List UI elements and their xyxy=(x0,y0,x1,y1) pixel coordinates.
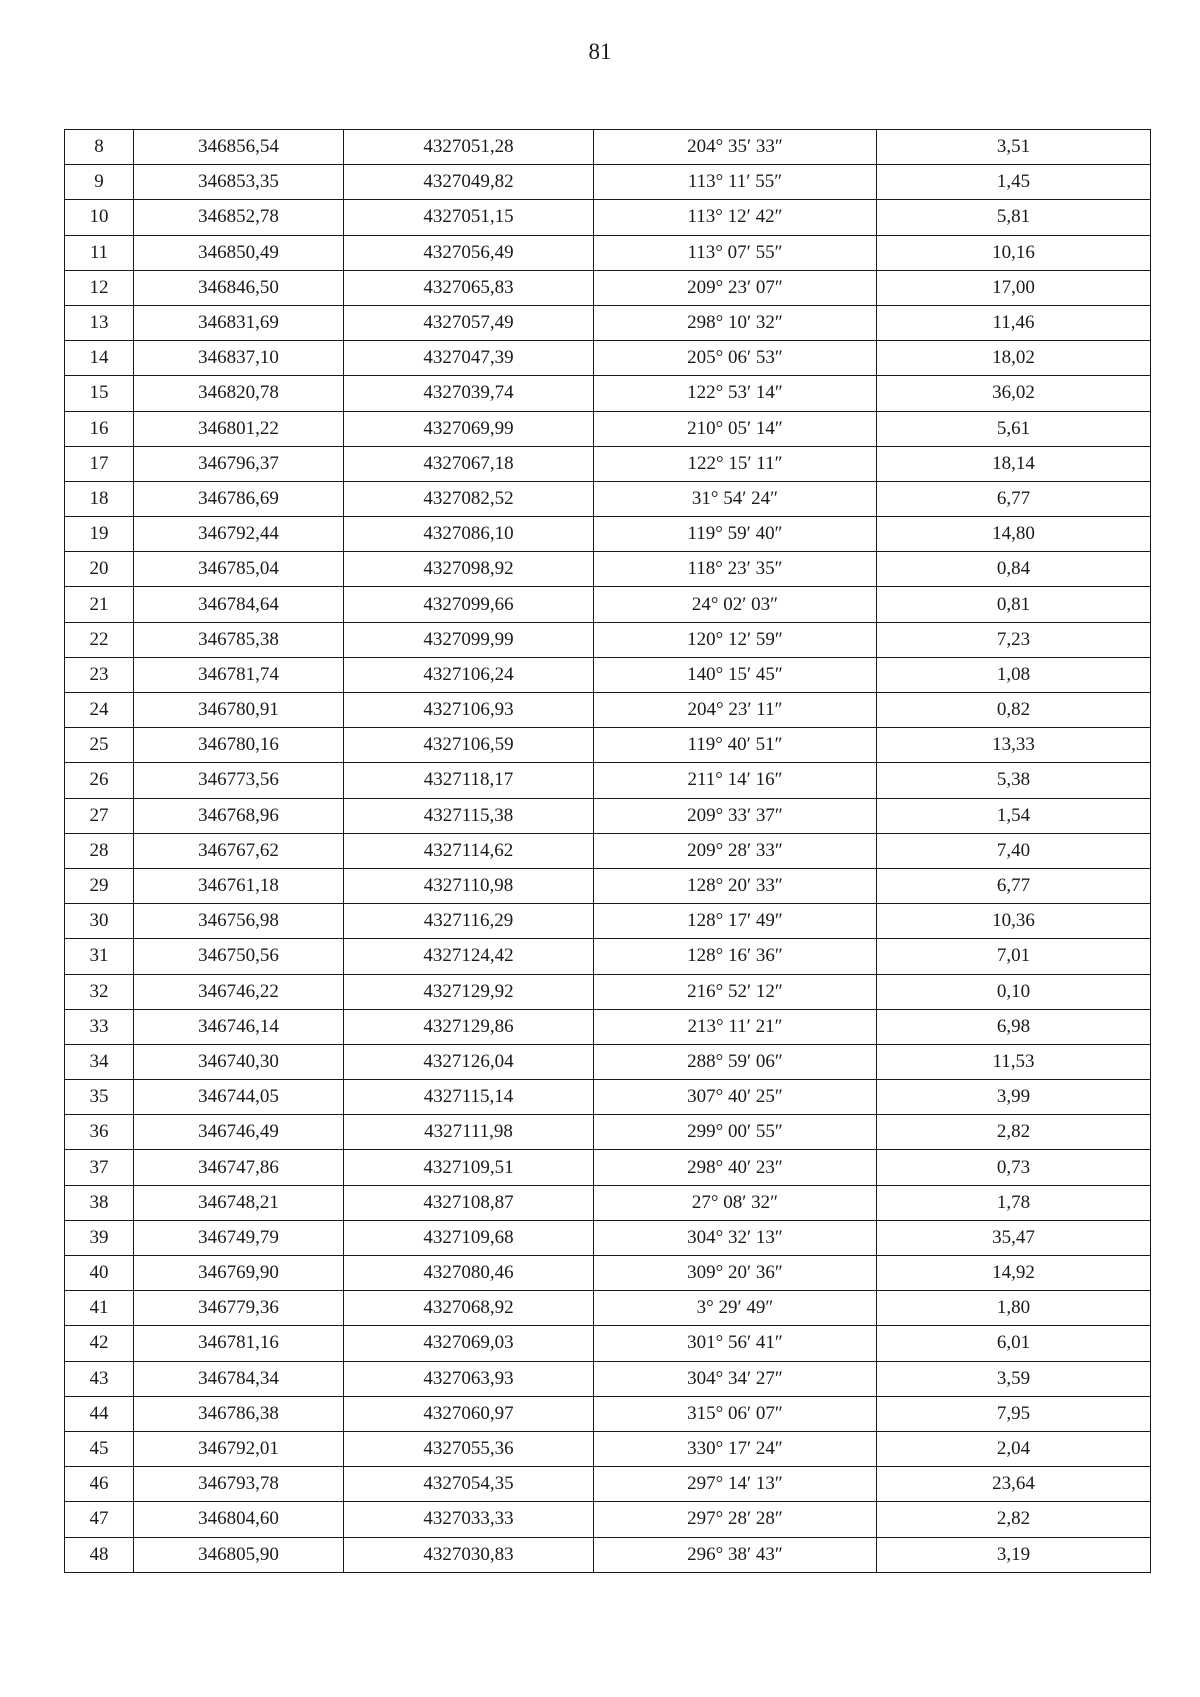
point-number-cell: 32 xyxy=(65,974,134,1009)
direction-angle-cell: 113° 07′ 55″ xyxy=(594,235,877,270)
direction-angle-cell: 211° 14′ 16″ xyxy=(594,763,877,798)
x-coordinate-cell: 346747,86 xyxy=(134,1150,344,1185)
x-coordinate-cell: 346780,16 xyxy=(134,728,344,763)
distance-cell: 6,98 xyxy=(877,1009,1151,1044)
table-row xyxy=(65,1185,1151,1220)
point-number-cell: 16 xyxy=(65,411,134,446)
table-row xyxy=(65,1326,1151,1361)
x-coordinate-cell: 346756,98 xyxy=(134,904,344,939)
x-coordinate-cell: 346740,30 xyxy=(134,1044,344,1079)
y-coordinate-cell: 4327129,86 xyxy=(344,1009,594,1044)
y-coordinate-cell: 4327080,46 xyxy=(344,1256,594,1291)
y-coordinate-cell: 4327056,49 xyxy=(344,235,594,270)
point-number-cell: 34 xyxy=(65,1044,134,1079)
x-coordinate-cell: 346852,78 xyxy=(134,200,344,235)
x-coordinate-cell: 346746,49 xyxy=(134,1115,344,1150)
distance-cell: 3,19 xyxy=(877,1537,1151,1572)
point-number-cell: 24 xyxy=(65,693,134,728)
x-coordinate-cell: 346779,36 xyxy=(134,1291,344,1326)
y-coordinate-cell: 4327063,93 xyxy=(344,1361,594,1396)
y-coordinate-cell: 4327033,33 xyxy=(344,1502,594,1537)
table-row xyxy=(65,165,1151,200)
page-number: 81 xyxy=(588,39,612,64)
x-coordinate-cell: 346769,90 xyxy=(134,1256,344,1291)
x-coordinate-cell: 346746,22 xyxy=(134,974,344,1009)
x-coordinate-cell: 346853,35 xyxy=(134,165,344,200)
y-coordinate-cell: 4327039,74 xyxy=(344,376,594,411)
distance-cell: 1,54 xyxy=(877,798,1151,833)
direction-angle-cell: 119° 59′ 40″ xyxy=(594,517,877,552)
point-number-cell: 39 xyxy=(65,1220,134,1255)
point-number-cell: 30 xyxy=(65,904,134,939)
distance-cell: 5,81 xyxy=(877,200,1151,235)
table-row xyxy=(65,305,1151,340)
point-number-cell: 27 xyxy=(65,798,134,833)
x-coordinate-cell: 346767,62 xyxy=(134,833,344,868)
x-coordinate-cell: 346768,96 xyxy=(134,798,344,833)
point-number-cell: 45 xyxy=(65,1431,134,1466)
x-coordinate-cell: 346805,90 xyxy=(134,1537,344,1572)
direction-angle-cell: 122° 53′ 14″ xyxy=(594,376,877,411)
table-row xyxy=(65,868,1151,903)
direction-angle-cell: 24° 02′ 03″ xyxy=(594,587,877,622)
y-coordinate-cell: 4327129,92 xyxy=(344,974,594,1009)
table-row xyxy=(65,1220,1151,1255)
coordinates-table xyxy=(64,129,1151,1573)
y-coordinate-cell: 4327086,10 xyxy=(344,517,594,552)
point-number-cell: 17 xyxy=(65,446,134,481)
direction-angle-cell: 209° 28′ 33″ xyxy=(594,833,877,868)
y-coordinate-cell: 4327110,98 xyxy=(344,868,594,903)
point-number-cell: 21 xyxy=(65,587,134,622)
table-row xyxy=(65,517,1151,552)
distance-cell: 35,47 xyxy=(877,1220,1151,1255)
x-coordinate-cell: 346781,74 xyxy=(134,657,344,692)
y-coordinate-cell: 4327115,14 xyxy=(344,1080,594,1115)
direction-angle-cell: 31° 54′ 24″ xyxy=(594,481,877,516)
x-coordinate-cell: 346784,34 xyxy=(134,1361,344,1396)
direction-angle-cell: 205° 06′ 53″ xyxy=(594,341,877,376)
x-coordinate-cell: 346801,22 xyxy=(134,411,344,446)
table-row xyxy=(65,376,1151,411)
point-number-cell: 43 xyxy=(65,1361,134,1396)
distance-cell: 5,61 xyxy=(877,411,1151,446)
direction-angle-cell: 301° 56′ 41″ xyxy=(594,1326,877,1361)
direction-angle-cell: 128° 20′ 33″ xyxy=(594,868,877,903)
y-coordinate-cell: 4327115,38 xyxy=(344,798,594,833)
y-coordinate-cell: 4327054,35 xyxy=(344,1467,594,1502)
distance-cell: 2,82 xyxy=(877,1115,1151,1150)
y-coordinate-cell: 4327108,87 xyxy=(344,1185,594,1220)
point-number-cell: 25 xyxy=(65,728,134,763)
distance-cell: 14,92 xyxy=(877,1256,1151,1291)
table-row xyxy=(65,622,1151,657)
distance-cell: 36,02 xyxy=(877,376,1151,411)
point-number-cell: 8 xyxy=(65,130,134,165)
x-coordinate-cell: 346744,05 xyxy=(134,1080,344,1115)
distance-cell: 6,77 xyxy=(877,481,1151,516)
direction-angle-cell: 140° 15′ 45″ xyxy=(594,657,877,692)
table-row xyxy=(65,1044,1151,1079)
x-coordinate-cell: 346796,37 xyxy=(134,446,344,481)
direction-angle-cell: 113° 12′ 42″ xyxy=(594,200,877,235)
x-coordinate-cell: 346831,69 xyxy=(134,305,344,340)
y-coordinate-cell: 4327106,24 xyxy=(344,657,594,692)
distance-cell: 2,82 xyxy=(877,1502,1151,1537)
distance-cell: 23,64 xyxy=(877,1467,1151,1502)
y-coordinate-cell: 4327051,15 xyxy=(344,200,594,235)
coordinates-table-body xyxy=(65,130,1151,1573)
table-row xyxy=(65,1080,1151,1115)
table-row xyxy=(65,1291,1151,1326)
y-coordinate-cell: 4327099,66 xyxy=(344,587,594,622)
x-coordinate-cell: 346792,44 xyxy=(134,517,344,552)
distance-cell: 0,73 xyxy=(877,1150,1151,1185)
distance-cell: 1,08 xyxy=(877,657,1151,692)
y-coordinate-cell: 4327060,97 xyxy=(344,1396,594,1431)
table-row xyxy=(65,974,1151,1009)
x-coordinate-cell: 346746,14 xyxy=(134,1009,344,1044)
x-coordinate-cell: 346785,04 xyxy=(134,552,344,587)
y-coordinate-cell: 4327055,36 xyxy=(344,1431,594,1466)
point-number-cell: 13 xyxy=(65,305,134,340)
direction-angle-cell: 209° 23′ 07″ xyxy=(594,270,877,305)
distance-cell: 7,01 xyxy=(877,939,1151,974)
x-coordinate-cell: 346748,21 xyxy=(134,1185,344,1220)
x-coordinate-cell: 346793,78 xyxy=(134,1467,344,1502)
y-coordinate-cell: 4327069,99 xyxy=(344,411,594,446)
table-row xyxy=(65,1009,1151,1044)
y-coordinate-cell: 4327067,18 xyxy=(344,446,594,481)
direction-angle-cell: 304° 34′ 27″ xyxy=(594,1361,877,1396)
direction-angle-cell: 296° 38′ 43″ xyxy=(594,1537,877,1572)
table-row xyxy=(65,1115,1151,1150)
point-number-cell: 35 xyxy=(65,1080,134,1115)
x-coordinate-cell: 346749,79 xyxy=(134,1220,344,1255)
direction-angle-cell: 128° 17′ 49″ xyxy=(594,904,877,939)
x-coordinate-cell: 346792,01 xyxy=(134,1431,344,1466)
direction-angle-cell: 213° 11′ 21″ xyxy=(594,1009,877,1044)
distance-cell: 2,04 xyxy=(877,1431,1151,1466)
direction-angle-cell: 209° 33′ 37″ xyxy=(594,798,877,833)
y-coordinate-cell: 4327065,83 xyxy=(344,270,594,305)
distance-cell: 0,84 xyxy=(877,552,1151,587)
y-coordinate-cell: 4327047,39 xyxy=(344,341,594,376)
y-coordinate-cell: 4327126,04 xyxy=(344,1044,594,1079)
distance-cell: 1,78 xyxy=(877,1185,1151,1220)
point-number-cell: 31 xyxy=(65,939,134,974)
distance-cell: 10,36 xyxy=(877,904,1151,939)
direction-angle-cell: 122° 15′ 11″ xyxy=(594,446,877,481)
table-row xyxy=(65,1150,1151,1185)
distance-cell: 3,51 xyxy=(877,130,1151,165)
x-coordinate-cell: 346750,56 xyxy=(134,939,344,974)
y-coordinate-cell: 4327106,59 xyxy=(344,728,594,763)
x-coordinate-cell: 346850,49 xyxy=(134,235,344,270)
direction-angle-cell: 330° 17′ 24″ xyxy=(594,1431,877,1466)
direction-angle-cell: 27° 08′ 32″ xyxy=(594,1185,877,1220)
table-row xyxy=(65,235,1151,270)
direction-angle-cell: 309° 20′ 36″ xyxy=(594,1256,877,1291)
direction-angle-cell: 120° 12′ 59″ xyxy=(594,622,877,657)
direction-angle-cell: 307° 40′ 25″ xyxy=(594,1080,877,1115)
x-coordinate-cell: 346837,10 xyxy=(134,341,344,376)
y-coordinate-cell: 4327124,42 xyxy=(344,939,594,974)
point-number-cell: 26 xyxy=(65,763,134,798)
table-row xyxy=(65,728,1151,763)
x-coordinate-cell: 346761,18 xyxy=(134,868,344,903)
table-row xyxy=(65,270,1151,305)
direction-angle-cell: 297° 14′ 13″ xyxy=(594,1467,877,1502)
x-coordinate-cell: 346785,38 xyxy=(134,622,344,657)
y-coordinate-cell: 4327069,03 xyxy=(344,1326,594,1361)
table-row xyxy=(65,481,1151,516)
y-coordinate-cell: 4327106,93 xyxy=(344,693,594,728)
table-row xyxy=(65,939,1151,974)
table-row xyxy=(65,1256,1151,1291)
x-coordinate-cell: 346780,91 xyxy=(134,693,344,728)
point-number-cell: 41 xyxy=(65,1291,134,1326)
table-row xyxy=(65,693,1151,728)
table-row xyxy=(65,446,1151,481)
direction-angle-cell: 288° 59′ 06″ xyxy=(594,1044,877,1079)
direction-angle-cell: 299° 00′ 55″ xyxy=(594,1115,877,1150)
distance-cell: 7,23 xyxy=(877,622,1151,657)
direction-angle-cell: 3° 29′ 49″ xyxy=(594,1291,877,1326)
point-number-cell: 46 xyxy=(65,1467,134,1502)
y-coordinate-cell: 4327111,98 xyxy=(344,1115,594,1150)
direction-angle-cell: 118° 23′ 35″ xyxy=(594,552,877,587)
distance-cell: 6,01 xyxy=(877,1326,1151,1361)
point-number-cell: 36 xyxy=(65,1115,134,1150)
point-number-cell: 18 xyxy=(65,481,134,516)
table-row xyxy=(65,1396,1151,1431)
point-number-cell: 40 xyxy=(65,1256,134,1291)
point-number-cell: 20 xyxy=(65,552,134,587)
distance-cell: 17,00 xyxy=(877,270,1151,305)
x-coordinate-cell: 346784,64 xyxy=(134,587,344,622)
x-coordinate-cell: 346773,56 xyxy=(134,763,344,798)
distance-cell: 13,33 xyxy=(877,728,1151,763)
direction-angle-cell: 204° 35′ 33″ xyxy=(594,130,877,165)
table-row xyxy=(65,904,1151,939)
point-number-cell: 11 xyxy=(65,235,134,270)
table-row xyxy=(65,1467,1151,1502)
point-number-cell: 47 xyxy=(65,1502,134,1537)
distance-cell: 5,38 xyxy=(877,763,1151,798)
x-coordinate-cell: 346786,69 xyxy=(134,481,344,516)
point-number-cell: 33 xyxy=(65,1009,134,1044)
point-number-cell: 12 xyxy=(65,270,134,305)
table-row xyxy=(65,200,1151,235)
distance-cell: 14,80 xyxy=(877,517,1151,552)
direction-angle-cell: 298° 10′ 32″ xyxy=(594,305,877,340)
x-coordinate-cell: 346781,16 xyxy=(134,1326,344,1361)
direction-angle-cell: 304° 32′ 13″ xyxy=(594,1220,877,1255)
direction-angle-cell: 216° 52′ 12″ xyxy=(594,974,877,1009)
distance-cell: 6,77 xyxy=(877,868,1151,903)
y-coordinate-cell: 4327114,62 xyxy=(344,833,594,868)
x-coordinate-cell: 346846,50 xyxy=(134,270,344,305)
direction-angle-cell: 128° 16′ 36″ xyxy=(594,939,877,974)
y-coordinate-cell: 4327109,68 xyxy=(344,1220,594,1255)
table-row xyxy=(65,1361,1151,1396)
point-number-cell: 48 xyxy=(65,1537,134,1572)
table-row xyxy=(65,1502,1151,1537)
direction-angle-cell: 119° 40′ 51″ xyxy=(594,728,877,763)
table-row xyxy=(65,657,1151,692)
x-coordinate-cell: 346804,60 xyxy=(134,1502,344,1537)
point-number-cell: 23 xyxy=(65,657,134,692)
table-row xyxy=(65,1431,1151,1466)
point-number-cell: 14 xyxy=(65,341,134,376)
y-coordinate-cell: 4327049,82 xyxy=(344,165,594,200)
y-coordinate-cell: 4327057,49 xyxy=(344,305,594,340)
y-coordinate-cell: 4327116,29 xyxy=(344,904,594,939)
distance-cell: 7,95 xyxy=(877,1396,1151,1431)
table-row xyxy=(65,763,1151,798)
point-number-cell: 44 xyxy=(65,1396,134,1431)
direction-angle-cell: 204° 23′ 11″ xyxy=(594,693,877,728)
point-number-cell: 22 xyxy=(65,622,134,657)
y-coordinate-cell: 4327051,28 xyxy=(344,130,594,165)
distance-cell: 0,81 xyxy=(877,587,1151,622)
table-row xyxy=(65,798,1151,833)
distance-cell: 18,14 xyxy=(877,446,1151,481)
distance-cell: 11,46 xyxy=(877,305,1151,340)
point-number-cell: 37 xyxy=(65,1150,134,1185)
point-number-cell: 42 xyxy=(65,1326,134,1361)
distance-cell: 1,45 xyxy=(877,165,1151,200)
point-number-cell: 28 xyxy=(65,833,134,868)
y-coordinate-cell: 4327030,83 xyxy=(344,1537,594,1572)
point-number-cell: 38 xyxy=(65,1185,134,1220)
direction-angle-cell: 297° 28′ 28″ xyxy=(594,1502,877,1537)
direction-angle-cell: 298° 40′ 23″ xyxy=(594,1150,877,1185)
y-coordinate-cell: 4327109,51 xyxy=(344,1150,594,1185)
point-number-cell: 15 xyxy=(65,376,134,411)
direction-angle-cell: 210° 05′ 14″ xyxy=(594,411,877,446)
y-coordinate-cell: 4327082,52 xyxy=(344,481,594,516)
table-row xyxy=(65,587,1151,622)
y-coordinate-cell: 4327098,92 xyxy=(344,552,594,587)
distance-cell: 0,10 xyxy=(877,974,1151,1009)
distance-cell: 7,40 xyxy=(877,833,1151,868)
y-coordinate-cell: 4327099,99 xyxy=(344,622,594,657)
x-coordinate-cell: 346856,54 xyxy=(134,130,344,165)
x-coordinate-cell: 346786,38 xyxy=(134,1396,344,1431)
distance-cell: 10,16 xyxy=(877,235,1151,270)
table-row xyxy=(65,411,1151,446)
y-coordinate-cell: 4327118,17 xyxy=(344,763,594,798)
y-coordinate-cell: 4327068,92 xyxy=(344,1291,594,1326)
distance-cell: 1,80 xyxy=(877,1291,1151,1326)
distance-cell: 18,02 xyxy=(877,341,1151,376)
distance-cell: 0,82 xyxy=(877,693,1151,728)
table-row xyxy=(65,552,1151,587)
table-row xyxy=(65,833,1151,868)
distance-cell: 11,53 xyxy=(877,1044,1151,1079)
distance-cell: 3,99 xyxy=(877,1080,1151,1115)
point-number-cell: 29 xyxy=(65,868,134,903)
table-row xyxy=(65,130,1151,165)
point-number-cell: 19 xyxy=(65,517,134,552)
table-row xyxy=(65,341,1151,376)
direction-angle-cell: 113° 11′ 55″ xyxy=(594,165,877,200)
table-row xyxy=(65,1537,1151,1572)
point-number-cell: 9 xyxy=(65,165,134,200)
distance-cell: 3,59 xyxy=(877,1361,1151,1396)
direction-angle-cell: 315° 06′ 07″ xyxy=(594,1396,877,1431)
point-number-cell: 10 xyxy=(65,200,134,235)
x-coordinate-cell: 346820,78 xyxy=(134,376,344,411)
